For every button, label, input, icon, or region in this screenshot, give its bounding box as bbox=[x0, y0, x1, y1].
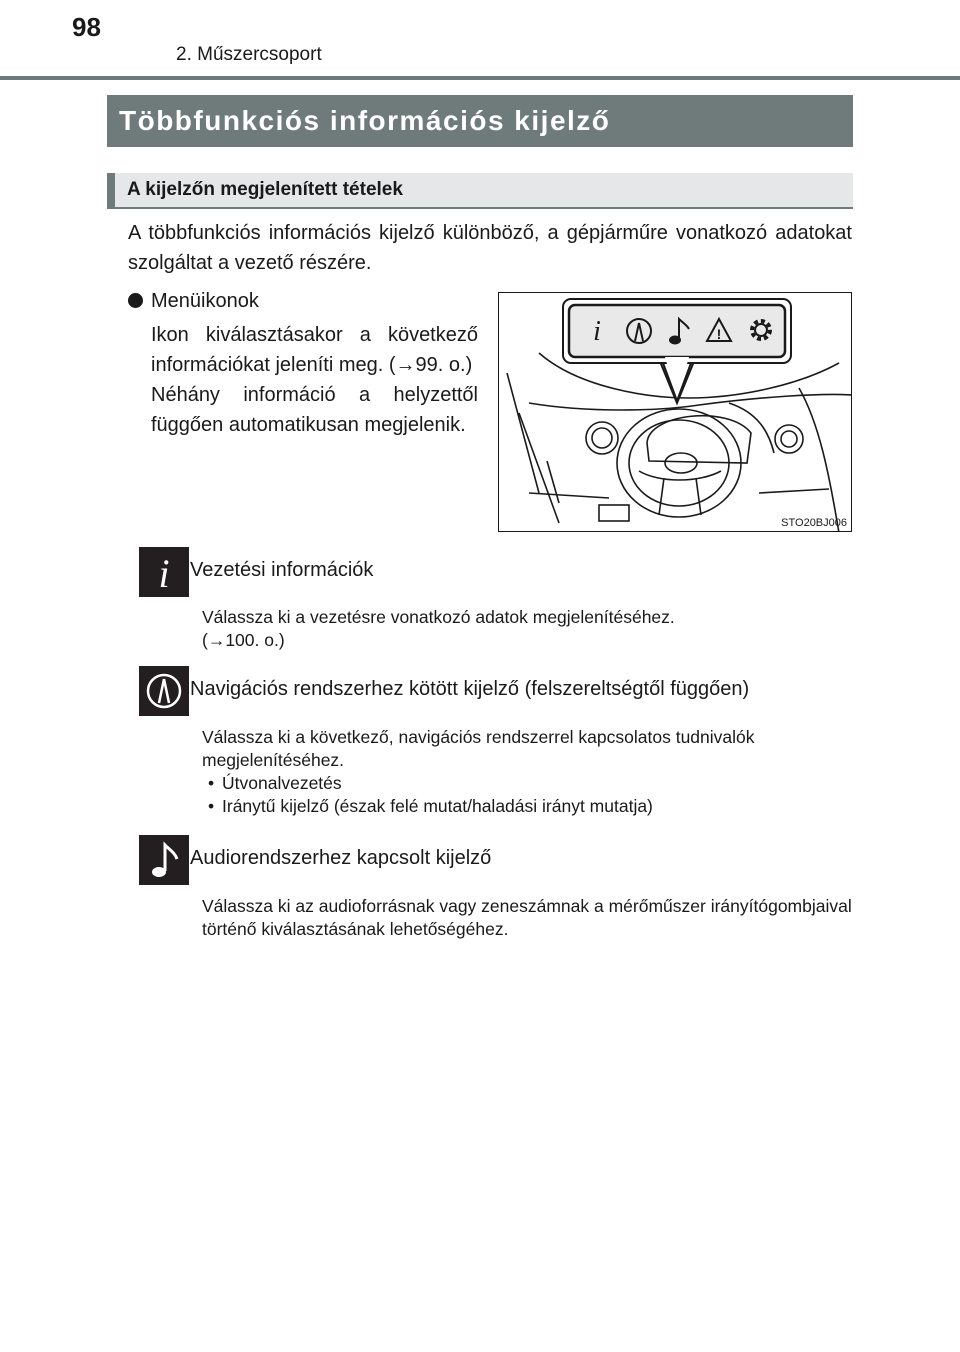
dashboard-drawing bbox=[499, 293, 852, 532]
svg-text:i: i bbox=[593, 316, 601, 347]
page-number: 98 bbox=[72, 12, 101, 42]
page-title: Többfunkciós információs kijelző bbox=[119, 105, 611, 136]
item-title-navigation: Navigációs rendszerhez kötött kijelző (felszereltségtől függően) bbox=[190, 678, 750, 700]
svg-text:i: i bbox=[158, 551, 170, 596]
item-desc-text: Válassza ki a következő, navigációs rendszerrel kapcsolatos tudnivalók megjelenítéséhez. bbox=[202, 727, 755, 770]
list-item: • Iránytű kijelző (észak felé mutat/haladási irányt mutatja) bbox=[208, 796, 653, 816]
menu-icons-line2: Néhány információ a helyzettől függően automatikusan megjelenik. bbox=[151, 384, 478, 436]
header-divider bbox=[0, 76, 960, 80]
list-item: • Útvonalvezetés bbox=[208, 773, 342, 793]
music-note-icon bbox=[139, 835, 189, 885]
subsection-title-bar bbox=[107, 173, 853, 209]
item-title-audio: Audiorendszerhez kapcsolt kijelző bbox=[190, 847, 492, 869]
section-title: 2. Műszercsoport bbox=[176, 44, 322, 65]
main-title-bar bbox=[107, 95, 853, 147]
svg-text:!: ! bbox=[716, 326, 722, 342]
menu-icons-heading-text: Menüikonok bbox=[151, 290, 259, 312]
list-item-text: Iránytű kijelző (észak felé mutat/haladási irányt mutatja) bbox=[222, 796, 653, 816]
menu-icons-description bbox=[151, 320, 478, 440]
intro-paragraph: A többfunkciós információs kijelző különböző, a gépjárműre vonatkozó adatokat szolgáltat a vezető részére. bbox=[128, 222, 852, 274]
item-desc-driving-info bbox=[202, 606, 852, 652]
item-desc-navigation bbox=[202, 726, 852, 818]
navigation-icon bbox=[139, 666, 189, 716]
menu-icons-heading bbox=[128, 286, 259, 316]
subsection-title: A kijelzőn megjelenített tételek bbox=[127, 179, 403, 200]
info-icon bbox=[593, 316, 601, 347]
item-desc-text: Válassza ki a vezetésre vonatkozó adatok megjelenítéséhez. bbox=[202, 607, 675, 627]
dashboard-illustration bbox=[498, 292, 852, 532]
info-icon bbox=[139, 547, 189, 597]
figure-code: STO20BJ006 bbox=[781, 517, 847, 529]
menu-icons-line1: Ikon kiválasztásakor a következő információkat jeleníti meg. (→99. o.) bbox=[151, 324, 478, 376]
item-title-driving-info: Vezetési információk bbox=[190, 559, 374, 581]
list-item-text: Útvonalvezetés bbox=[222, 773, 342, 793]
item-desc-audio bbox=[202, 895, 852, 941]
bullet-icon bbox=[128, 293, 143, 308]
item-desc-text: Válassza ki az audioforrásnak vagy zeneszámnak a mérőműszer irányítógombjaival történő kiválasztásának lehetőségéhez. bbox=[202, 896, 852, 939]
item-desc-reference: (→100. o.) bbox=[202, 630, 285, 650]
